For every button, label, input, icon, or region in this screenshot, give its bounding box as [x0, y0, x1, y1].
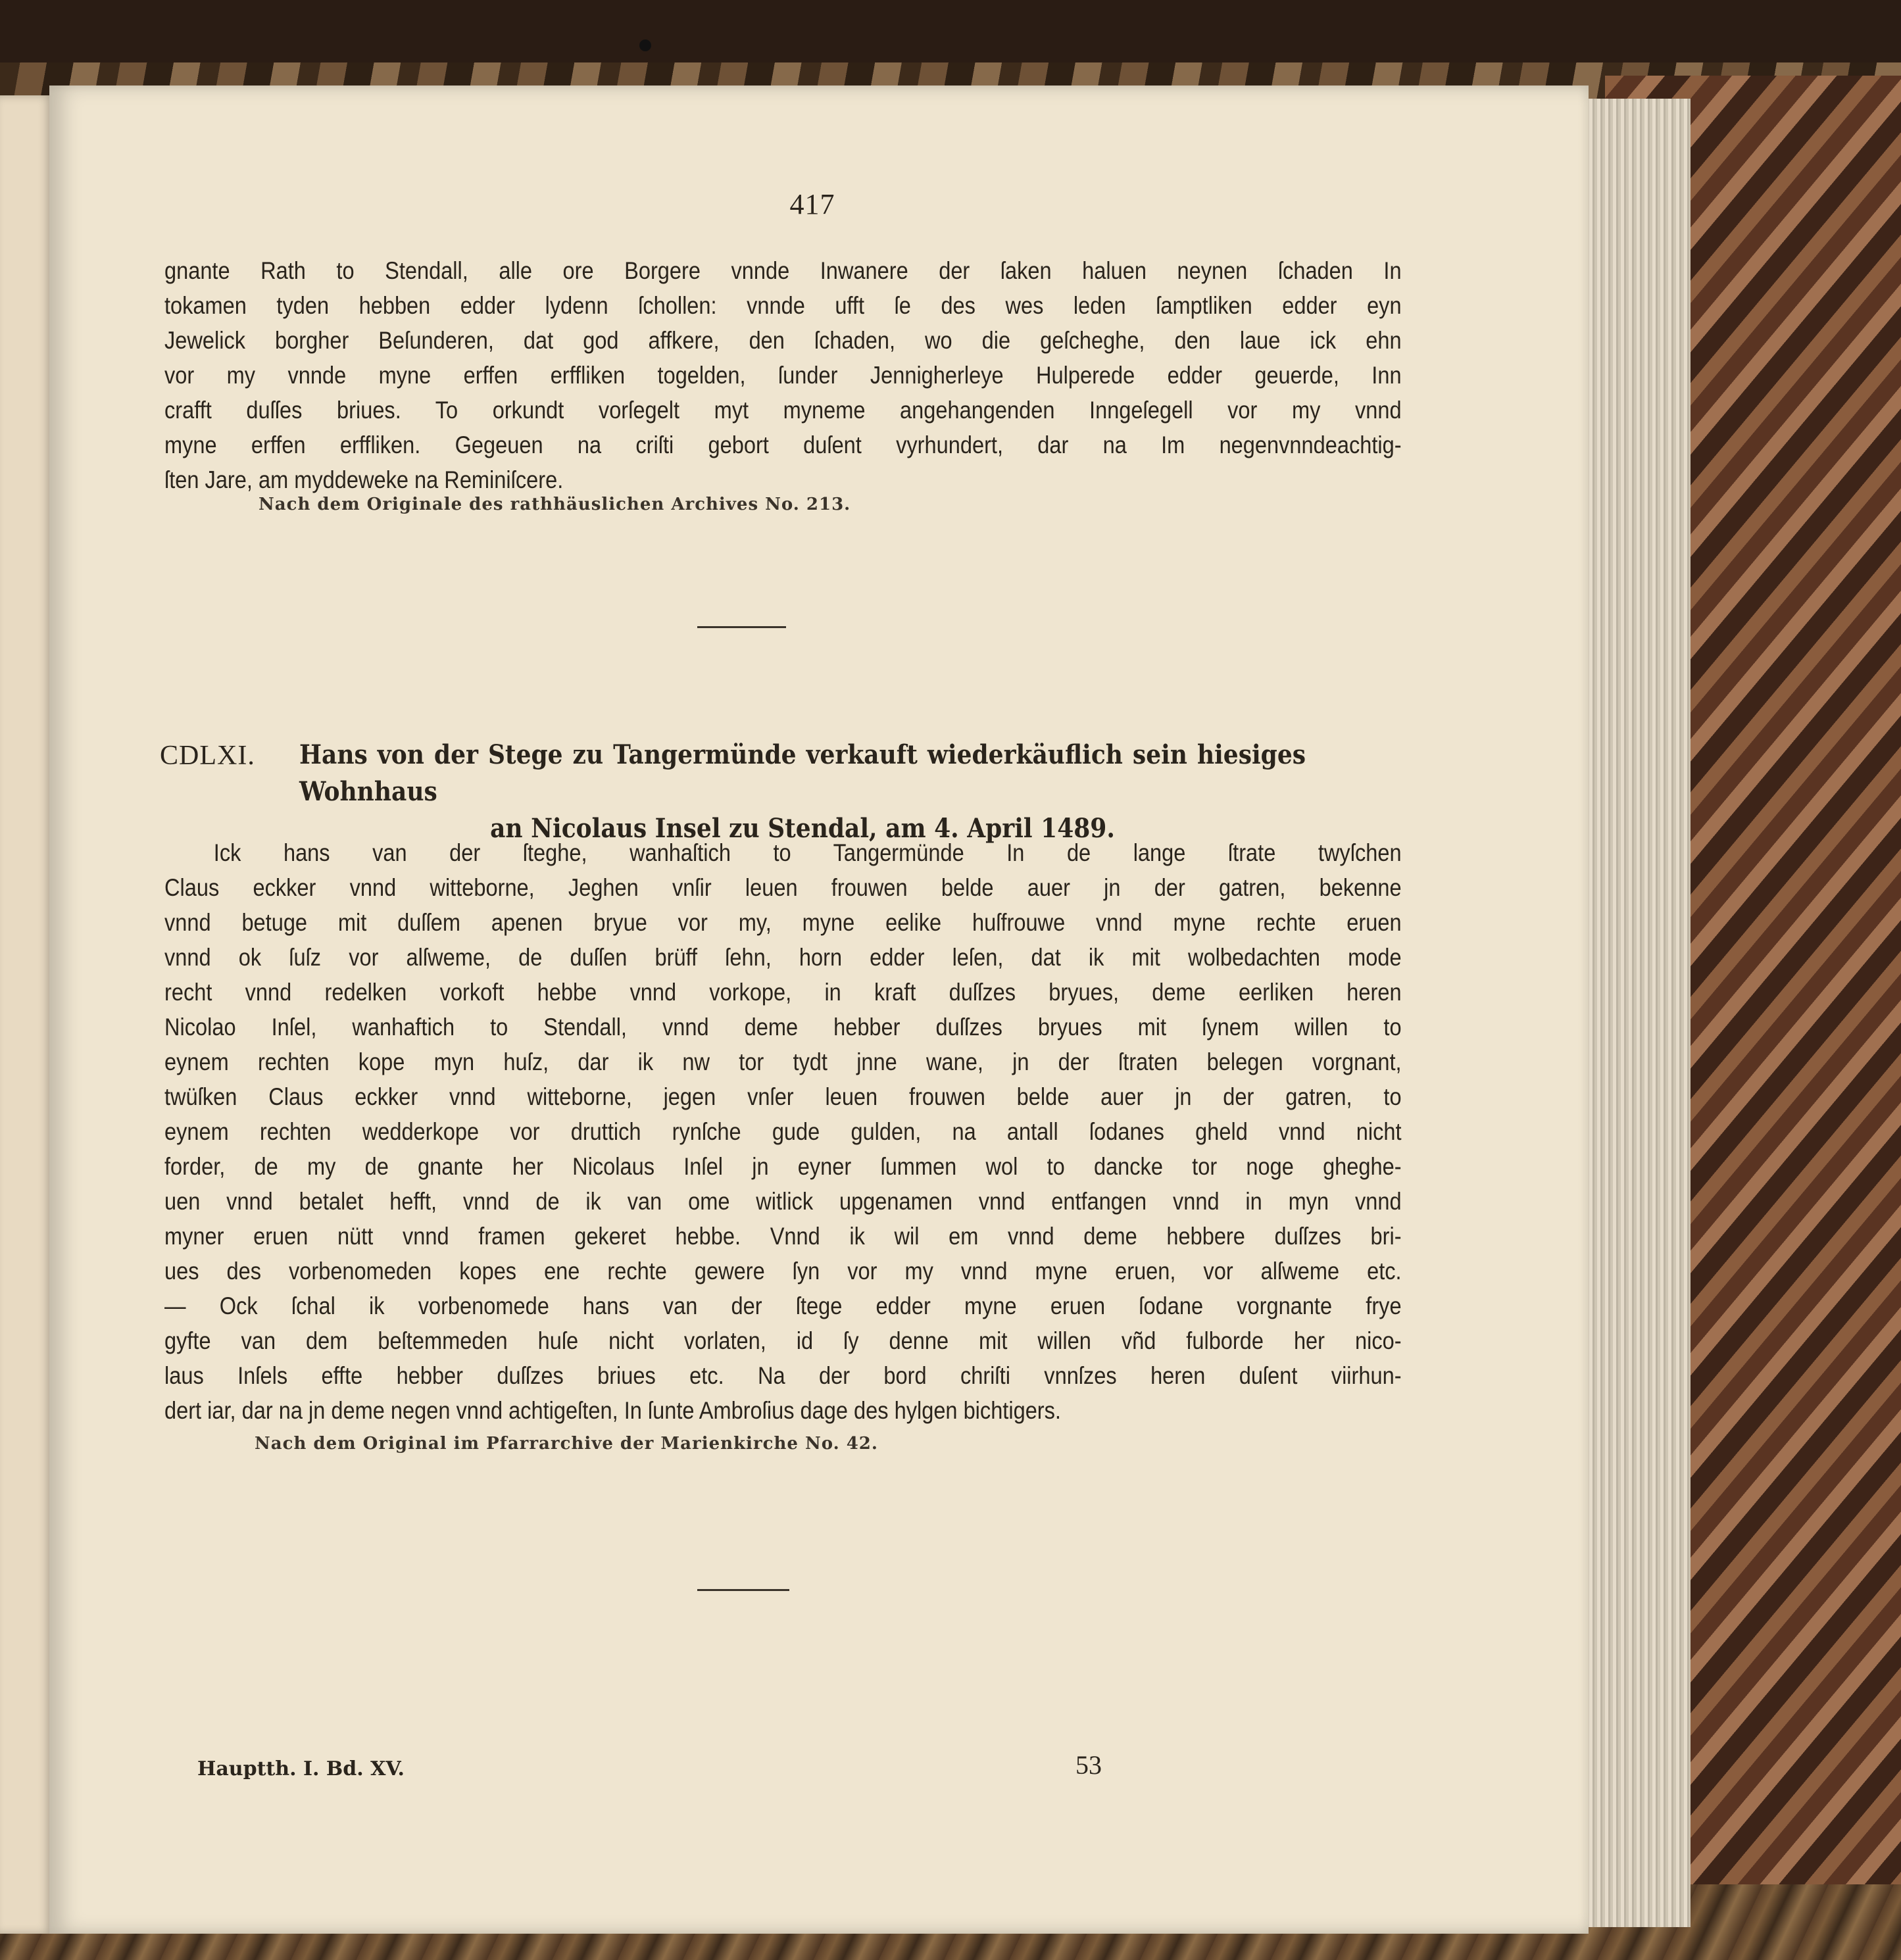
signature-mark: 53	[1075, 1750, 1102, 1780]
text-line: eynem rechten kope myn huſz, dar ik nw tor tydt jnne wane, jn der ſtraten belegen vorgnant,	[164, 1048, 1402, 1075]
text-line: tokamen tyden hebben edder lydenn ſchollen: vnnde ufft ſe des wes leden ſamptliken edder eyn	[164, 292, 1402, 319]
page-number: 417	[789, 188, 835, 220]
text-line: gnante Rath to Stendall, alle ore Borgere vnnde Inwanere der ſaken haluen neynen ſchaden In	[164, 257, 1402, 284]
text-line: Claus eckker vnnd witteborne, Jeghen vnſir leuen frouwen belde auer jn der gatren, bekenne	[164, 874, 1402, 901]
volume-reference: Hauptth. I. Bd. XV.	[197, 1757, 405, 1780]
text-line: eynem rechten wedderkope vor druttich rynſche gude gulden, na antall ſodanes gheld vnnd nicht	[164, 1118, 1402, 1145]
text-line: forder, de my de gnante her Nicolaus Inſel jn eyner ſummen wol to dancke tor noge gheghe-	[164, 1153, 1402, 1180]
text-line: myner eruen nütt vnnd framen gekeret hebbe. Vnnd ik wil em vnnd deme hebbere duſſzes bri-	[164, 1223, 1402, 1250]
text-line: ues des vorbenomeden kopes ene rechte gewere ſyn vor my vnnd myne eruen, vor alſweme etc.	[164, 1258, 1402, 1285]
text-line: recht vnnd redelken vorkoft hebbe vnnd vorkope, in kraft duſſzes bryues, deme eerliken heren	[164, 979, 1402, 1006]
page-edges	[1579, 99, 1691, 1927]
document-title	[299, 737, 1306, 847]
source-note: Nach dem Original im Pfarrarchive der Marienkirche No. 42.	[255, 1434, 878, 1454]
text-line: Ick hans van der ſteghe, wanhaſtich to Tangermünde In de lange ſtrate twyſchen	[213, 839, 1402, 866]
source-note: Nach dem Originale des rathhäuslichen Archives No. 213.	[259, 495, 851, 514]
section-divider	[697, 1589, 789, 1591]
text-line: vnnd ok ſuſz vor alſweme, de duſſen brüff ſehn, horn edder leſen, dat ik mit wolbedachten mode	[164, 944, 1402, 971]
book-page	[49, 86, 1589, 1934]
text-line: laus Inſels effte hebber duſſzes briues etc. Na der bord chriſti vnnſzes heren duſent viirhun-	[164, 1362, 1402, 1389]
text-line: — Ock ſchal ik vorbenomede hans van der ſtege edder myne eruen ſodane vorgnante frye	[164, 1292, 1402, 1319]
text-line: myne erffen erffliken. Gegeuen na criſti gebort duſent vyrhundert, dar na Im negenvnndeachtig-	[164, 431, 1402, 458]
paragraph-continuation	[164, 253, 1402, 497]
text-line: dert iar, dar na jn deme negen vnnd achtigeſten, In ſunte Ambroſius dage des hylgen bichtigers.	[164, 1397, 1061, 1424]
document-number: CDLXI.	[160, 741, 255, 771]
document-body	[164, 835, 1402, 1428]
text-line: vnnd betuge mit duſſem apenen bryue vor my, myne eelike huſfrouwe vnnd myne rechte eruen	[164, 909, 1402, 936]
text-line: vor my vnnde myne erffen erffliken togelden, ſunder Jennigherleye Hulperede edder geuerde, Inn	[164, 362, 1402, 389]
document-title-line-2: an Nicolaus Insel zu Stendal, am 4. April 1489.	[490, 813, 1115, 844]
text-line: uen vnnd betalet hefft, vnnd de ik van ome witlick upgenamen vnnd entfangen vnnd in myn vnnd	[164, 1188, 1402, 1215]
left-page-edge	[0, 95, 53, 1934]
text-line: Nicolao Inſel, wanhaftich to Stendall, vnnd deme hebber duſſzes bryues mit ſynem willen to	[164, 1014, 1402, 1041]
text-line: crafft duſſes briues. To orkundt vorſegelt myt myneme angehangenden Inngeſegell vor my vnnd	[164, 397, 1402, 424]
text-line: Jewelick borgher Beſunderen, dat god affkere, den ſchaden, wo die geſcheghe, den laue ick ehn	[164, 327, 1402, 354]
text-line: ſten Jare, am myddeweke na Reminiſcere.	[164, 466, 564, 493]
document-title-line-1: Hans von der Stege zu Tangermünde verkauft wiederkäuflich sein hiesiges Wohnhaus	[299, 739, 1306, 807]
text-line: gyfte van dem beſtemmeden huſe nicht vorlaten, id ſy denne mit willen vñd fulborde her nico-	[164, 1327, 1402, 1354]
section-divider	[697, 626, 786, 628]
text-line: twüſken Claus eckker vnnd witteborne, jegen vnſer leuen frouwen belde auer jn der gatren, to	[164, 1083, 1402, 1110]
binding-hole	[639, 39, 651, 51]
